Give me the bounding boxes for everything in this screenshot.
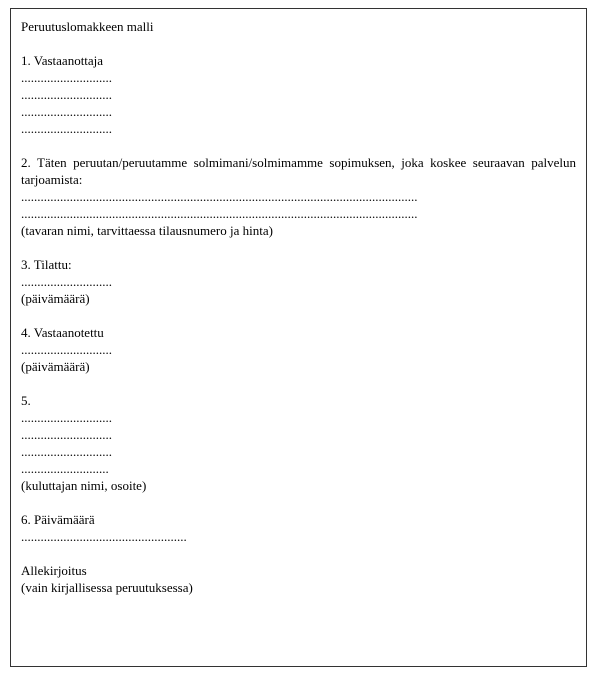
recipient-line-4[interactable]: ............................ [21, 121, 112, 136]
ordered-heading: 3. Tilattu: [21, 257, 72, 272]
received-date-note: (päivämäärä) [21, 359, 90, 374]
consumer-line-2[interactable]: ............................ [21, 427, 112, 442]
recipient-line-1[interactable]: ............................ [21, 70, 112, 85]
form-title: Peruutuslomakkeen malli [21, 19, 154, 34]
consumer-note: (kuluttajan nimi, osoite) [21, 478, 147, 493]
form-frame [10, 8, 587, 667]
ordered-date-line[interactable]: ............................ [21, 274, 112, 289]
date-heading: 6. Päivämäärä [21, 512, 95, 527]
received-heading: 4. Vastaanotettu [21, 325, 104, 340]
recipient-line-2[interactable]: ............................ [21, 87, 112, 102]
spacer [21, 545, 576, 562]
consumer-line-3[interactable]: ............................ [21, 444, 112, 459]
service-note: (tavaran nimi, tarvittaessa tilausnumero ja hinta) [21, 223, 273, 238]
cancellation-statement: 2. Täten peruutan/peruutamme solmimani/solmimamme sopimuksen, joka koskee seuraavan palvelun tarjoamista: [21, 155, 576, 187]
spacer [21, 375, 576, 392]
consumer-line-4[interactable]: ........................... [21, 461, 109, 476]
spacer [21, 494, 576, 511]
spacer [21, 137, 576, 154]
recipient-heading: 1. Vastaanottaja [21, 53, 104, 68]
service-line-1[interactable]: .......................................................................................................................... [21, 189, 418, 204]
spacer [21, 307, 576, 324]
spacer [21, 239, 576, 256]
consumer-line-1[interactable]: ............................ [21, 410, 112, 425]
received-date-line[interactable]: ............................ [21, 342, 112, 357]
ordered-date-note: (päivämäärä) [21, 291, 90, 306]
form-content [21, 18, 576, 596]
recipient-line-3[interactable]: ............................ [21, 104, 112, 119]
signature-label: Allekirjoitus [21, 563, 87, 578]
date-line[interactable]: ................................................... [21, 529, 187, 544]
consumer-heading: 5. [21, 393, 31, 408]
spacer [21, 35, 576, 52]
service-line-2[interactable]: .......................................................................................................................... [21, 206, 418, 221]
signature-note: (vain kirjallisessa peruutuksessa) [21, 580, 193, 595]
